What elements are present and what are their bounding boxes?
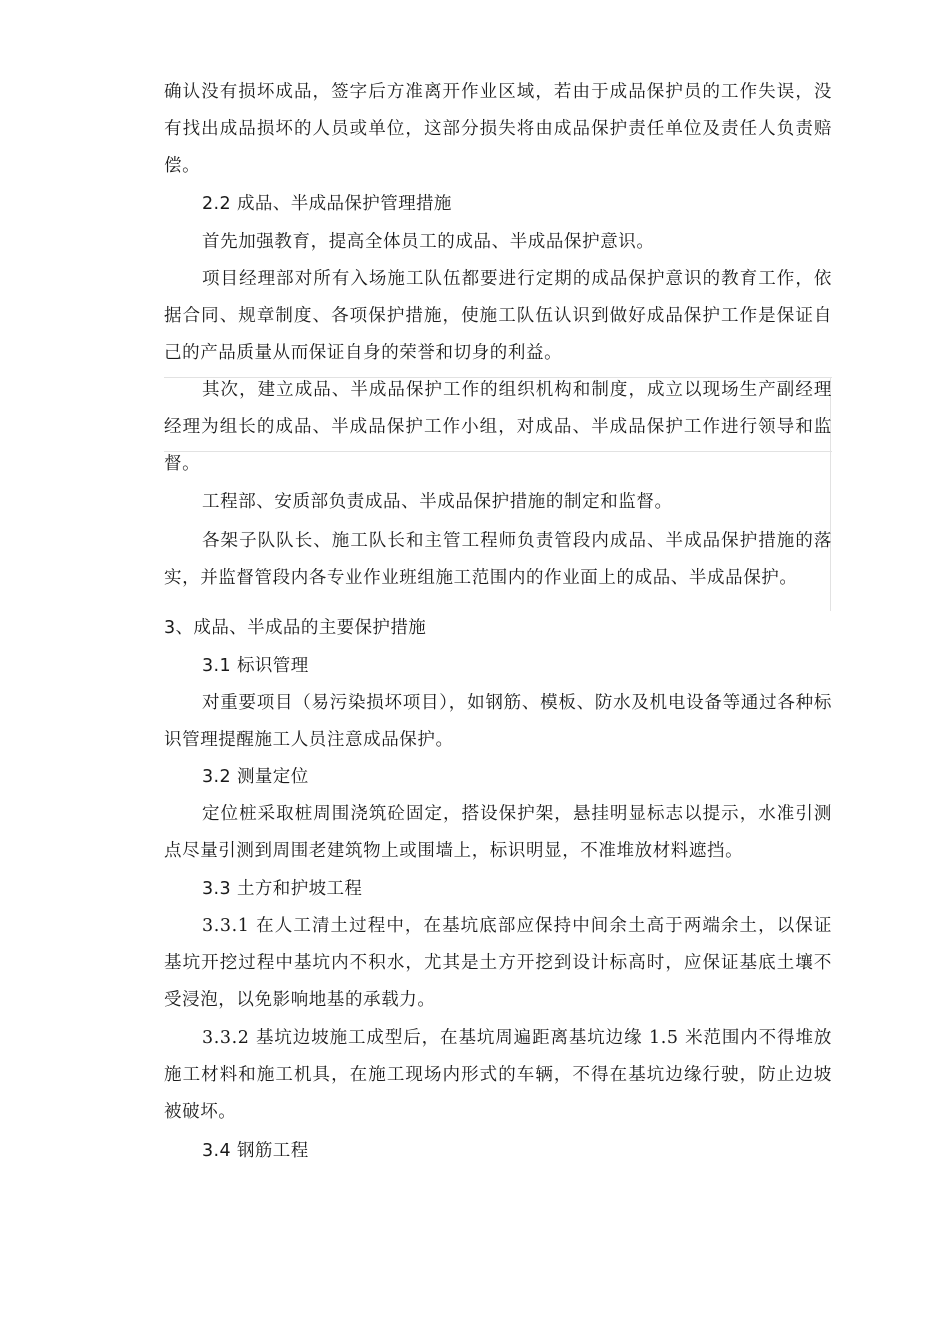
paragraph-3-3-1: 3.3.1 在人工清土过程中，在基坑底部应保持中间余土高于两端余土，以保证基坑开挖过程中基坑内不积水，尤其是土方开挖到设计标高时，应保证基底土壤不受浸泡，以免影响地基的承载力。 [164, 916, 832, 1010]
paragraph-project-manager: 项目经理部对所有入场施工队伍都要进行定期的成品保护意识的教育工作，依据合同、规章制度、各项保护措施，使施工队伍认识到做好成品保护工作是保证自己的产品质量从而保证自身的荣誉和切身的利益。 [164, 269, 832, 363]
paragraph-continuation: 确认没有损坏成品，签字后方准离开作业区域，若由于成品保护员的工作失误，没有找出成品损坏的人员或单位，这部分损失将由成品保护责任单位及责任人负责赔偿。 [164, 82, 832, 176]
heading-2-2: 2.2 成品、半成品保护管理措施 [202, 194, 452, 214]
paragraph-education: 首先加强教育，提高全体员工的成品、半成品保护意识。 [202, 232, 655, 252]
heading-3-4: 3.4 钢筋工程 [202, 1141, 309, 1161]
heading-3-3: 3.3 土方和护坡工程 [202, 879, 363, 899]
paragraph-3-2: 定位桩采取桩周围浇筑砼固定，搭设保护架，悬挂明显标志以提示，水准引测点尽量引测到周围老建筑物上或围墙上，标识明显，不准堆放材料遮挡。 [164, 804, 832, 861]
paragraph-3-3-2: 3.3.2 基坑边坡施工成型后，在基坑周遍距离基坑边缘 1.5 米范围内不得堆放施工材料和施工机具，在施工现场内形式的车辆，不得在基坑边缘行驶，防止边坡被破坏。 [164, 1028, 832, 1122]
heading-3: 3、成品、半成品的主要保护措施 [164, 618, 427, 638]
paragraph-organization: 其次，建立成品、半成品保护工作的组织机构和制度，成立以现场生产副经理经理为组长的成品、半成品保护工作小组，对成品、半成品保护工作进行领导和监督。 [164, 380, 832, 474]
paragraph-team-leaders: 各架子队队长、施工队长和主管工程师负责管段内成品、半成品保护措施的落实，并监督管段内各专业作业班组施工范围内的作业面上的成品、半成品保护。 [164, 531, 832, 588]
heading-3-1: 3.1 标识管理 [202, 656, 309, 676]
paragraph-3-1: 对重要项目（易污染损坏项目），如钢筋、模板、防水及机电设备等通过各种标识管理提醒施工人员注意成品保护。 [164, 693, 832, 750]
heading-3-2: 3.2 测量定位 [202, 767, 309, 787]
paragraph-department: 工程部、安质部负责成品、半成品保护措施的制定和监督。 [202, 492, 673, 512]
